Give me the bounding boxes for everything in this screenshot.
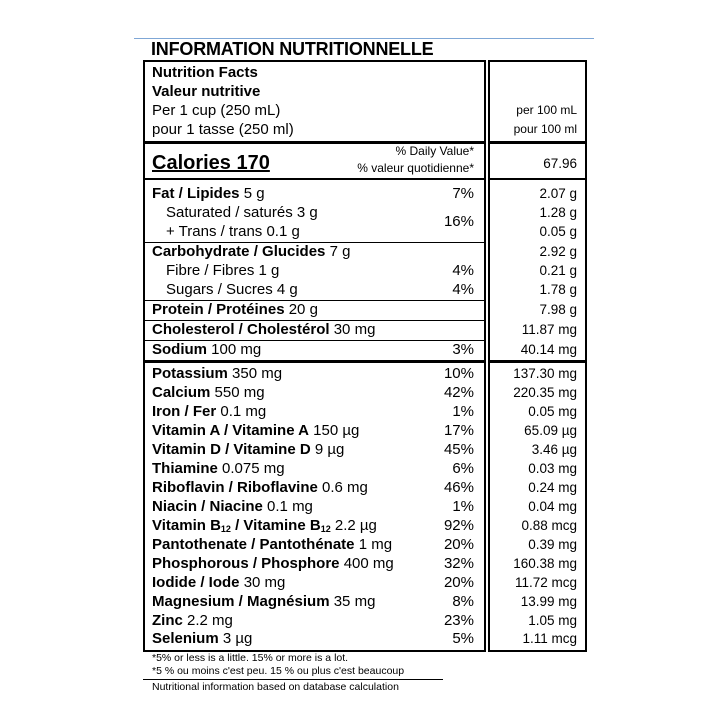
cholesterol-row: Cholesterol / Cholestérol 30 mg: [152, 321, 376, 338]
calcium-row: Calcium 550 mg: [152, 384, 265, 401]
riboflavin-row: Riboflavin / Riboflavine 0.6 mg: [152, 479, 368, 496]
iron-pct: 1%: [452, 403, 474, 420]
phosphorous-per100: 160.38 mg: [513, 556, 577, 571]
pantothenate-row: Pantothenate / Pantothénate 1 mg: [152, 536, 393, 553]
magnesium-row: Magnesium / Magnésium 35 mg: [152, 593, 376, 610]
vitamin-b12-row: Vitamin $B_{12}$ / Vitamine $B_{12}$ 2.2 µg: [152, 517, 377, 534]
magnesium-pct: 8%: [452, 593, 474, 610]
vitamin-a-pct: 17%: [443, 422, 474, 439]
fat-row: Fat / Lipides 5 g: [152, 185, 265, 202]
vitamin-d-row: Vitamin D / Vitamine D 9 µg: [152, 441, 345, 458]
cholesterol-per100: 11.87 mg: [521, 322, 577, 337]
divider: [490, 178, 585, 180]
zinc-per100: 1.05 mg: [528, 613, 577, 628]
pantothenate-pct: 20%: [443, 536, 474, 553]
fibre-pct: 4%: [452, 262, 474, 279]
phosphorous-row: Phosphorous / Phosphore 400 mg: [152, 555, 394, 572]
potassium-per100: 137.30 mg: [513, 366, 577, 381]
database-note: Nutritional information based on database calculation: [152, 681, 399, 693]
saturated-row: Saturated / saturés 3 g: [166, 204, 318, 221]
potassium-pct: 10%: [443, 365, 474, 382]
vitamin-d-pct: 45%: [443, 441, 474, 458]
zinc-row: Zinc 2.2 mg: [152, 612, 233, 629]
saturated-per100: 1.28 g: [539, 205, 577, 220]
title-en: Nutrition Facts: [152, 64, 258, 81]
thiamine-row: Thiamine 0.075 mg: [152, 460, 285, 477]
trans-per100: 0.05 g: [539, 224, 577, 239]
vitamin-b12-per100: 0.88 mcg: [521, 518, 577, 533]
iron-per100: 0.05 mg: [528, 404, 577, 419]
niacin-pct: 1%: [452, 498, 474, 515]
potassium-row: Potassium 350 mg: [152, 365, 283, 382]
daily-value-label-en: % Daily Value*: [395, 144, 474, 158]
iodide-row: Iodide / Iode 30 mg: [152, 574, 286, 591]
fat-pct: 7%: [452, 185, 474, 202]
serving-en: Per 1 cup (250 mL): [152, 102, 281, 119]
protein-per100: 7.98 g: [539, 302, 577, 317]
sugars-pct: 4%: [452, 281, 474, 298]
fat-per100: 2.07 g: [539, 186, 577, 201]
footnote-rule: [143, 679, 443, 680]
pantothenate-per100: 0.39 mg: [528, 537, 577, 552]
page-title: INFORMATION NUTRITIONNELLE: [151, 39, 434, 59]
vitamin-a-row: Vitamin A / Vitamine A 150 µg: [152, 422, 360, 439]
riboflavin-per100: 0.24 mg: [528, 480, 577, 495]
zinc-pct: 23%: [443, 612, 474, 629]
iron-row: Iron / Fer 0.1 mg: [152, 403, 267, 420]
divider: [145, 360, 484, 363]
daily-value-label-fr: % valeur quotidienne*: [357, 161, 474, 175]
title-fr: Valeur nutritive: [152, 83, 261, 100]
footnote-en: *5% or less is a little. 15% or more is a lot.: [152, 652, 349, 664]
selenium-row: Selenium 3 µg: [152, 630, 253, 647]
calcium-pct: 42%: [443, 384, 474, 401]
selenium-pct: 5%: [452, 630, 474, 647]
phosphorous-pct: 32%: [443, 555, 474, 572]
protein-row: Protein / Protéines 20 g: [152, 301, 318, 318]
iodide-pct: 20%: [443, 574, 474, 591]
riboflavin-pct: 46%: [443, 479, 474, 496]
carbohydrate-row: Carbohydrate / Glucides 7 g: [152, 243, 351, 260]
carbohydrate-per100: 2.92 g: [539, 244, 577, 259]
divider: [490, 141, 585, 144]
magnesium-per100: 13.99 mg: [520, 594, 577, 609]
serving-fr: pour 1 tasse (250 ml): [152, 121, 294, 138]
thiamine-pct: 6%: [452, 460, 474, 477]
column-header-fr: pour 100 ml: [513, 122, 577, 136]
selenium-per100: 1.11 mcg: [522, 631, 577, 646]
iodide-per100: 11.72 mcg: [514, 575, 577, 590]
vitamin-a-per100: 65.09 µg: [524, 423, 577, 438]
sodium-pct: 3%: [452, 341, 474, 358]
divider: [145, 178, 484, 180]
column-header-en: per 100 mL: [516, 103, 577, 117]
fibre-row: Fibre / Fibres 1 g: [166, 262, 280, 279]
thiamine-per100: 0.03 mg: [528, 461, 577, 476]
divider: [490, 360, 585, 363]
calories-per100: 67.96: [543, 156, 577, 171]
vitamin-b12-pct: 92%: [443, 517, 474, 534]
sodium-per100: 40.14 mg: [520, 342, 577, 357]
niacin-row: Niacin / Niacine 0.1 mg: [152, 498, 313, 515]
calcium-per100: 220.35 mg: [513, 385, 577, 400]
sodium-row: Sodium 100 mg: [152, 341, 262, 358]
sat-trans-pct: 16%: [443, 213, 474, 230]
footnote-fr: *5 % ou moins c'est peu. 15 % ou plus c'est beaucoup: [152, 665, 405, 677]
sugars-row: Sugars / Sucres 4 g: [166, 281, 298, 298]
trans-row: + Trans / trans 0.1 g: [166, 223, 300, 240]
sugars-per100: 1.78 g: [539, 282, 577, 297]
calories-label: Calories 170: [152, 152, 270, 174]
fibre-per100: 0.21 g: [539, 263, 577, 278]
vitamin-d-per100: 3.46 µg: [531, 442, 577, 457]
niacin-per100: 0.04 mg: [528, 499, 577, 514]
divider: [143, 650, 486, 651]
